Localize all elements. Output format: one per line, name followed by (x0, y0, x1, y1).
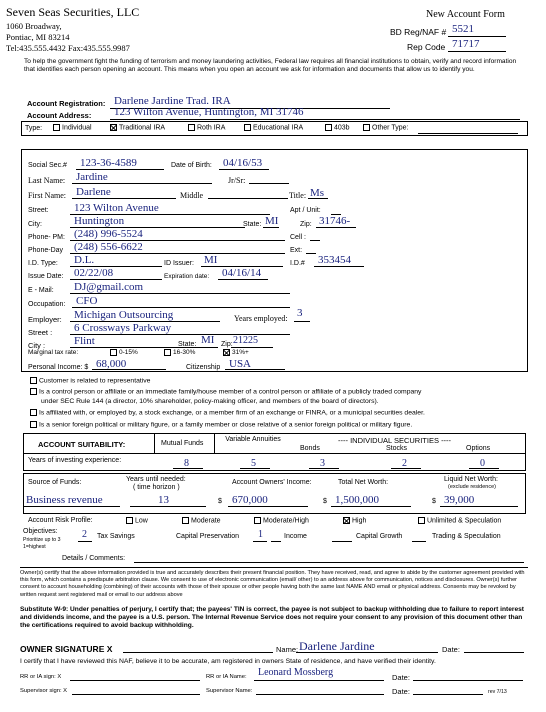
tax-rate-label: Marginal tax rate: (28, 349, 79, 356)
tax-savings-label: Tax Savings (97, 533, 135, 540)
checkbox-checked[interactable] (110, 124, 117, 131)
last-name-value[interactable]: Jardine (76, 171, 108, 183)
owners-income-label: Account Owners' Income: (232, 479, 312, 486)
email-label: E - Mail: (28, 287, 54, 294)
affiliation-related[interactable]: Customer is related to representative (30, 377, 150, 384)
years-needed-value[interactable]: 13 (158, 494, 169, 506)
registration-value[interactable]: Darlene Jardine Trad. IRA (114, 95, 231, 107)
years-experience-label: Years of investing experience: (28, 457, 122, 464)
risk-low[interactable]: Low (126, 517, 148, 524)
citizenship-value[interactable]: USA (229, 358, 252, 370)
cell-label: Cell : (290, 234, 306, 241)
id-type-value[interactable]: D.L. (74, 254, 95, 266)
first-name-value[interactable]: Darlene (76, 186, 111, 198)
lnw-dollar: $ (432, 498, 436, 505)
jr-label: Jr/Sr: (228, 176, 246, 185)
risk-unlimited[interactable]: Unlimited & Speculation (418, 517, 501, 524)
income-label: Personal Income: $ (28, 364, 89, 371)
state-label: State: (243, 221, 262, 228)
company-address2: Pontiac, MI 83214 (6, 32, 70, 42)
trading-speculation-label: Trading & Speculation (432, 533, 501, 540)
checkbox[interactable] (182, 517, 189, 524)
exclude-residence-label: (exclude residence) (448, 484, 496, 490)
exp-bonds[interactable]: 3 (320, 458, 325, 469)
bd-value[interactable]: 5521 (452, 23, 474, 35)
apt-label: Apt / Unit: (290, 207, 321, 214)
bd-label: BD Reg/NAF # (390, 27, 447, 37)
address-value[interactable]: 123 Wilton Avenue, Huntington, MI 31746 (114, 106, 304, 118)
issue-date-label: Issue Date: (28, 273, 64, 280)
tax-31-plus[interactable]: 31%+ (223, 349, 249, 356)
capital-preservation-label: Capital Preservation (176, 533, 240, 540)
affiliation-political[interactable]: Is a senior foreign political or military figure, or a family member or close relative of a senior foreign political or military figure. (30, 421, 412, 428)
risk-high[interactable]: High (343, 517, 366, 524)
rr-name-label: RR or IA Name: (206, 674, 247, 680)
objectives-label: Objectives: (23, 528, 58, 535)
objectives-highest: 1=highest (23, 544, 46, 550)
rr-date-label: Date: (392, 673, 410, 682)
type-roth-ira[interactable]: Roth IRA (188, 124, 225, 131)
phone-day-value[interactable]: (248) 556-6622 (74, 241, 143, 253)
liquid-net-worth-value[interactable]: 39,000 (444, 494, 475, 506)
ext-label: Ext: (290, 247, 303, 254)
type-403b[interactable]: 403b (325, 124, 350, 131)
zip-value[interactable]: 31746- (319, 215, 351, 227)
capital-preservation-value[interactable]: 1 (258, 529, 263, 540)
issue-date-value[interactable]: 02/22/08 (74, 267, 114, 279)
title-value[interactable]: Ms (310, 187, 325, 199)
checkbox[interactable] (254, 517, 261, 524)
owner-signature-label: OWNER SIGNATURE X (20, 644, 113, 654)
type-educational-ira[interactable]: Educational IRA (244, 124, 303, 131)
income-value[interactable]: 68,000 (96, 358, 127, 370)
exp-mutual-funds[interactable]: 8 (184, 458, 189, 469)
exp-date-value[interactable]: 04/16/14 (222, 267, 262, 279)
checkbox[interactable] (188, 124, 195, 131)
exp-date-label: Expiration date: (164, 273, 210, 280)
city-label: City: (28, 221, 42, 228)
w9-text: Substitute W-9: Under penalties of perjury, I certify that; the payees' TIN is correct, the payee is not subject to backup withholding due to failure to report interest and dividends income, and the payee is a U.S. person. The Internal Revenue Service does not require your consent to any provision of this document other than the certifications required to avoid backup withholding. (20, 606, 524, 629)
tax-savings-value[interactable]: 2 (82, 529, 87, 540)
checkbox[interactable] (244, 124, 251, 131)
type-other[interactable]: Other Type: (363, 124, 408, 131)
capital-growth-label: Capital Growth (356, 533, 403, 540)
company-name: Seven Seas Securities, LLC (6, 5, 140, 19)
type-individual[interactable]: Individual (53, 124, 92, 131)
company-phones: Tel:435.555.4432 Fax:435.555.9987 (6, 43, 130, 53)
checkbox-checked[interactable] (343, 517, 350, 524)
details-comments-label: Details / Comments: (62, 555, 126, 562)
rep-certification-text: I certify that I have reviewed this NAF, believe it to be accurate, am registered in owners State of residence, and have verified their identity. (20, 658, 436, 665)
years-needed-label: Years until needed: (126, 476, 186, 483)
emp-city-value[interactable]: Flint (74, 335, 95, 347)
tax-0-15[interactable]: 0-15% (110, 349, 138, 356)
rep-code-label: Rep Code (407, 42, 446, 52)
title-label: Title: (289, 191, 307, 200)
zip-label: Zip: (300, 221, 312, 228)
rr-name-value[interactable]: Leonard Mossberg (258, 667, 334, 678)
employer-label: Employer: (28, 315, 62, 324)
checkbox[interactable] (363, 124, 370, 131)
years-employed-value[interactable]: 3 (297, 307, 303, 319)
source-of-funds-value[interactable]: Business revenue (26, 494, 103, 506)
risk-moderate[interactable]: Moderate (182, 517, 221, 524)
supervisor-name-label: Supervisor Name: (206, 688, 253, 694)
email-value[interactable]: DJ@gmail.com (74, 281, 144, 293)
checkbox[interactable] (30, 377, 37, 384)
dob-value[interactable]: 04/16/53 (223, 157, 263, 169)
id-issuer-value[interactable]: MI (204, 254, 218, 266)
exp-variable-annuities[interactable]: 5 (251, 458, 256, 469)
owner-date-label: Date: (442, 645, 460, 654)
rr-sign-label: RR or IA sign: X (20, 674, 62, 680)
affiliation-control-cont: under SEC Rule 144 (a director, 10% shareholder, policy-making officer, and members of the board of directors). (41, 398, 379, 405)
checkbox[interactable] (30, 421, 37, 428)
first-name-label: First Name: (28, 191, 66, 200)
owner-name-value[interactable]: Darlene Jardine (299, 639, 375, 653)
occupation-label: Occupation: (28, 301, 66, 308)
id-issuer-label: ID Issuer: (164, 260, 194, 267)
middle-label: Middle (180, 191, 204, 200)
checkbox[interactable] (164, 349, 171, 356)
checkbox-checked[interactable] (223, 349, 230, 356)
owner-name-label: Name: (276, 645, 299, 654)
intro-text: To help the government fight the funding of terrorism and money laundering activities, Federal law requires all financial institutions to obtain, verify and record information that identifies each person opening an account. This means when you open an account we ask for information and documents that allow us to identify you. (24, 58, 517, 73)
bonds-header: Bonds (300, 445, 320, 452)
street-label: Street: (28, 207, 49, 214)
last-name-label: Last Name: (28, 176, 66, 185)
id-num-label: I.D.# (290, 260, 305, 267)
suitability-label: ACCOUNT SUITABILITY: (38, 440, 126, 449)
risk-profile-label: Account Risk Profile: (28, 517, 93, 524)
checkbox[interactable] (110, 349, 117, 356)
emp-city-label: City : (28, 341, 46, 350)
emp-street-label: Street : (28, 328, 53, 337)
emp-zip-label: Zip: (221, 341, 233, 348)
checkbox[interactable] (126, 517, 133, 524)
risk-moderate-high[interactable]: Moderate/High (254, 517, 309, 524)
id-type-label: I.D. Type: (28, 260, 58, 267)
phone-pm-label: Phone- PM: (28, 234, 65, 241)
income-objective-label: Income (284, 533, 307, 540)
type-label: Type: (25, 125, 43, 132)
supervisor-sign-label: Supervisor sign: X (20, 688, 68, 694)
emp-state-label: State: (178, 341, 197, 348)
affiliation-exchange[interactable]: Is affiliated with, or employed by, a stock exchange, or a member firm of an exchange or FINRA, or a municipal securities dealer. (30, 409, 425, 416)
liquid-net-worth-label: Liquid Net Worth: (444, 476, 498, 483)
revision-label: rev 7/13 (488, 689, 507, 695)
supervisor-date-label: Date: (392, 687, 410, 696)
time-horizon-label: ( time horizon ) (133, 484, 180, 491)
ssn-label: Social Sec.# (28, 162, 67, 169)
phone-day-label: Phone-Day (28, 247, 64, 254)
street-value[interactable]: 123 Wilton Avenue (74, 202, 159, 214)
certification-text: Owner(s) certify that the above information provided is true and accurately describes their present financial position. They have received, read, and agree to abide by the customer agreement provided with this form, which contains a predispute arbitration clause. We consent to use of electronic communication (email/ other) to an address above for communication, notices and disclosures. Owner(s) further consent to account householding (combining) of their accounts with those of their spouse or other people having both the same last NAME AND email or physical address. Consents may be revoked by written request sent registered mail or email to our address above (20, 570, 525, 598)
objectives-prioritize: Prioritize up to 3 (23, 537, 61, 543)
employer-value[interactable]: Michigan Outsourcing (74, 309, 174, 321)
emp-state-value[interactable]: MI (201, 334, 215, 346)
stocks-header: Stocks (386, 445, 408, 452)
emp-zip-value[interactable]: 21225 (233, 335, 258, 346)
company-address1: 1060 Broadway, (6, 21, 62, 31)
type-traditional-ira[interactable]: Traditional IRA (110, 124, 165, 131)
owners-income-dollar: $ (218, 498, 222, 505)
total-net-worth-label: Total Net Worth: (338, 479, 389, 486)
checkbox[interactable] (30, 388, 37, 395)
options-header: Options (466, 445, 491, 452)
state-value[interactable]: MI (265, 215, 279, 227)
exp-stocks[interactable]: 2 (402, 458, 407, 469)
checkbox[interactable] (418, 517, 425, 524)
address-label: Account Address: (27, 111, 92, 120)
city-value[interactable]: Huntington (74, 215, 125, 227)
emp-street-value[interactable]: 6 Crossways Parkway (74, 322, 172, 334)
rep-code-value[interactable]: 71717 (452, 38, 480, 50)
checkbox[interactable] (30, 409, 37, 416)
form-title: New Account Form (426, 9, 505, 20)
checkbox[interactable] (325, 124, 332, 131)
mutual-funds-header: Mutual Funds (161, 440, 204, 447)
id-num-value[interactable]: 353454 (318, 254, 351, 266)
years-employed-label: Years employed: (234, 314, 288, 323)
ssn-value[interactable]: 123-36-4589 (80, 157, 137, 169)
affiliation-control[interactable]: Is a control person or affiliate or an immediate family/house member of a control person or affiliate of a publicly traded company (30, 388, 421, 395)
dob-label: Date of Birth: (171, 162, 212, 169)
variable-annuities-header: Variable Annuities (225, 436, 281, 443)
registration-label: Account Registration: (27, 99, 106, 108)
phone-pm-value[interactable]: (248) 996-5524 (74, 228, 143, 240)
checkbox[interactable] (53, 124, 60, 131)
total-net-worth-value[interactable]: 1,500,000 (335, 494, 379, 506)
owners-income-value[interactable]: 670,000 (232, 494, 268, 506)
citizenship-label: Citizenship (186, 364, 221, 371)
tax-16-30[interactable]: 16-30% (164, 349, 195, 356)
occupation-value[interactable]: CFO (76, 295, 98, 307)
source-of-funds-label: Source of Funds: (28, 479, 82, 486)
tnw-dollar: $ (323, 498, 327, 505)
exp-options[interactable]: 0 (480, 458, 485, 469)
individual-securities-header: ---- INDIVIDUAL SECURITIES ---- (338, 436, 452, 445)
